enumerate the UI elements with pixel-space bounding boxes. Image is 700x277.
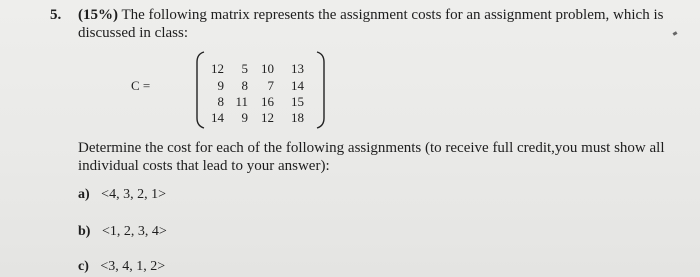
option-a-label: a) [78,187,90,202]
option-b-label: b) [78,224,91,239]
option-a [78,187,166,203]
matrix-cell: 9 [217,78,224,93]
question-text-line-1 [78,7,663,24]
question-number: 5. [50,7,62,23]
matrix-cell: 12 [211,61,224,76]
option-c-value: <3, 4, 1, 2> [100,259,166,274]
matrix-cell: 9 [241,110,248,125]
option-c-label: c) [78,259,89,274]
option-c [78,259,165,275]
option-b [78,224,167,240]
option-b-value: <1, 2, 3, 4> [101,224,167,239]
pen-mark [673,31,678,36]
matrix-cell: 14 [291,78,304,93]
question-text: The following matrix represents the assignment costs for an assignment problem, which is [121,7,664,23]
matrix-cell: 15 [291,94,304,109]
question-text-line-2: discussed in class: [78,25,188,41]
matrix-cell: 10 [261,61,274,76]
matrix-cell: 5 [241,61,248,76]
instructions-line-1: Determine the cost for each of the following assignments (to receive full credit,you must show all [78,140,665,156]
matrix-cell: 16 [261,94,274,109]
matrix-cell: 13 [291,61,304,76]
matrix-cell: 18 [291,110,304,125]
matrix-cell: 8 [241,78,248,93]
matrix-cell: 8 [217,94,224,109]
option-a-value: <4, 3, 2, 1> [101,187,166,202]
instructions-line-2: individual costs that lead to your answer): [78,158,330,174]
matrix-cell: 12 [261,110,274,125]
matrix-cell: 14 [211,110,224,125]
matrix-cell: 7 [267,78,274,93]
matrix-cell: 11 [235,94,248,109]
matrix-label: C = [131,78,151,93]
question-points: (15%) [78,7,118,23]
matrix-right-bracket [315,50,327,130]
